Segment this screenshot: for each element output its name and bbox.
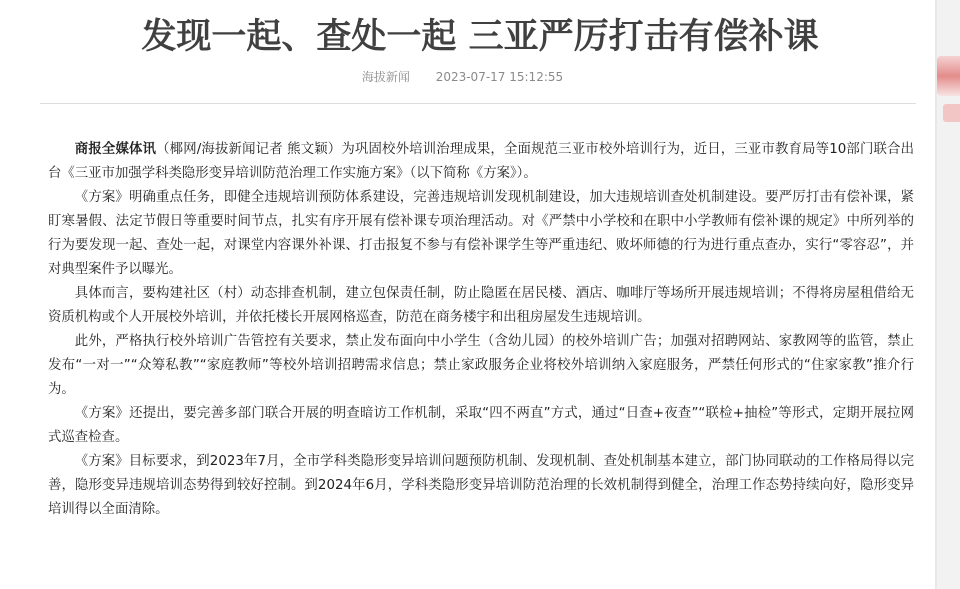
header-divider [40,103,916,104]
article-body [48,138,914,522]
paragraph-3: 具体而言，要构建社区（村）动态排查机制，建立包保责任制，防止隐匿在居民楼、酒店、咖啡厅等场所开展违规培训；不得将房屋租借给无资质机构或个人开展校外培训，并依托楼长开展网格巡查，防范在商务楼宇和出租房屋发生违规培训。 [48,286,914,325]
side-panel [935,0,960,589]
side-banner-tab[interactable] [943,104,960,122]
paragraph-6: 《方案》目标要求，到2023年7月，全市学科类隐形变异培训问题预防机制、发现机制、查处机制基本建立，部门协同联动的工作格局得以完善，隐形变异违规培训态势得到较好控制。到2024年6月，学科类隐形变异培训防范治理的长效机制得到健全，治理工作态势持续向好，隐形变异培训得以全面清除。 [48,454,914,517]
article-meta [0,68,925,86]
paragraph-5: 《方案》还提出，要完善多部门联合开展的明查暗访工作机制，采取“四不两直”方式，通过“日查+夜查”“联检+抽检”等形式，定期开展拉网式巡查检查。 [48,406,914,445]
paragraph-2: 《方案》明确重点任务，即健全违规培训预防体系建设，完善违规培训发现机制建设，加大违规培训查处机制建设。要严厉打击有偿补课，紧盯寒暑假、法定节假日等重要时间节点，扎实有序开展有偿补课专项治理活动。对《严禁中小学校和在职中小学教师有偿补课的规定》中所列举的行为要发现一起、查处一起，对课堂内容课外补课、打击报复不参与有偿补课学生等严重违纪、败坏师德的行为进行重点查办，实行“零容忍”，并对典型案件予以曝光。 [48,190,914,277]
paragraph-text: （椰网/海拔新闻记者 熊文颖）为巩固校外培训治理成果，全面规范三亚市校外培训行为，近日，三亚市教育局等10部门联合出台《三亚市加强学科类隐形变异培训防范治理工作实施方案》（以下简称《方案》）。 [48,142,914,181]
paragraph-lead: 商报全媒体讯 [74,142,157,157]
article-title: 发现一起、查处一起 三亚严厉打击有偿补课 [141,17,819,57]
article-source[interactable]: 海拔新闻 [361,70,410,84]
paragraph-4: 此外，严格执行校外培训广告管控有关要求，禁止发布面向中小学生（含幼儿园）的校外培训广告；加强对招聘网站、家教网等的监管，禁止发布“一对一”“众筹私教”“家庭教师”等校外培训招聘需求信息；禁止家政服务企业将校外培训纳入家庭服务，严禁任何形式的“住家家教”推介行为。 [48,334,914,397]
paragraph-1 [48,138,914,186]
side-banner-image[interactable] [937,56,960,96]
article-datetime: 2023-07-17 15:12:55 [435,70,564,84]
